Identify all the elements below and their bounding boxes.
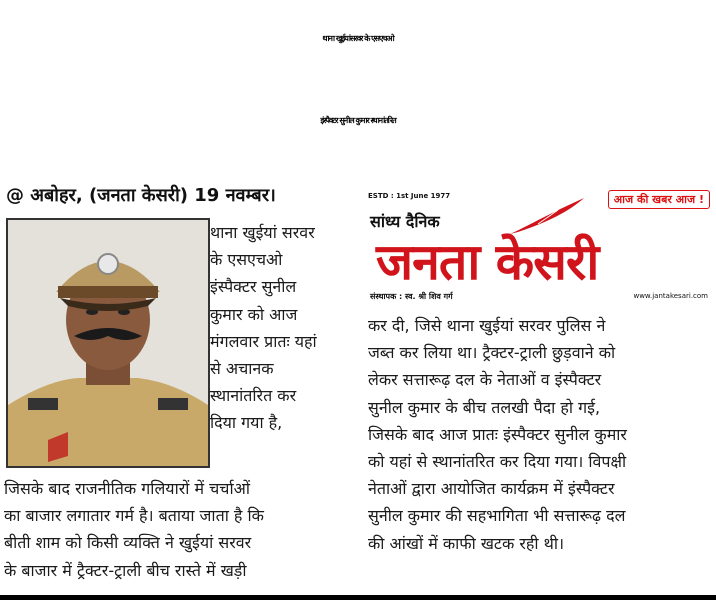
masthead-estd: ESTD : 1st June 1977	[368, 192, 451, 200]
officer-photo	[6, 218, 210, 468]
text-line: दिया गया है,	[210, 413, 283, 433]
article-left-wide-column	[4, 475, 362, 584]
text-line: सुनील कुमार के बीच तलखी पैदा हो गई,	[368, 397, 601, 417]
text-line: जिसके बाद आज प्रातः इंस्पैक्टर सुनील कुमार	[368, 424, 627, 444]
text-line: बीती शाम को किसी व्यक्ति ने खुईयां सरवर	[4, 533, 252, 553]
headline-line-2: इंस्पैक्टर सुनील कुमार स्थानांतरित	[320, 116, 396, 125]
masthead-name: जनता केसरी	[376, 233, 599, 291]
bottom-rule	[0, 595, 716, 600]
headline-line-1: थाना खुईयांसरवर के एसएचओ	[322, 34, 394, 43]
text-line: को यहां से स्थानांतरित कर दिया गया। विपक्षी	[368, 452, 627, 472]
text-line: कुमार को आज	[210, 304, 298, 324]
newspaper-masthead	[368, 188, 710, 306]
text-line: से अचानक	[210, 359, 274, 379]
article-right-column	[368, 312, 712, 557]
text-line: इंस्पैक्टर सुनील	[210, 277, 297, 297]
dateline: @ अबोहर, (जनता केसरी) 19 नवम्बर।	[6, 185, 276, 206]
text-line: जिसके बाद राजनीतिक गलियारों में चर्चाओं	[4, 479, 250, 498]
text-line: थाना खुईयां सरवर	[210, 223, 315, 242]
text-line: के एसएचओ	[210, 250, 283, 270]
text-line: सुनील कुमार की सहभागिता भी सत्तारूढ़ दल	[368, 506, 626, 526]
masthead-tagline: आज की खबर आज !	[608, 190, 710, 209]
text-line: का बाजार लगातार गर्म है। बताया जाता है कि	[4, 506, 264, 526]
text-line: नेताओं द्वारा आयोजित कार्यक्रम में इंस्पैक्टर	[368, 479, 615, 499]
text-line: की आंखों में काफी खटक रही थी।	[368, 533, 565, 553]
text-line: जब्त कर लिया था। ट्रैक्टर-ट्राली छुड़वाने को	[368, 343, 616, 363]
masthead-founder: संस्थापक : स्व. श्री शिव गर्ग	[370, 292, 453, 301]
text-line: के बाजार में ट्रैक्टर-ट्राली बीच रास्ते में खड़ी	[4, 560, 247, 580]
text-line: लेकर सत्तारूढ़ दल के नेताओं व इंस्पैक्टर	[368, 370, 602, 390]
masthead-url: www.jantakesari.com	[633, 292, 708, 300]
text-line: मंगलवार प्रातः यहां	[210, 331, 317, 351]
masthead-subtitle: सांध्य दैनिक	[370, 212, 440, 231]
text-line: कर दी, जिसे थाना खुईयां सरवर पुलिस ने	[368, 316, 606, 335]
article-narrow-column	[210, 219, 362, 437]
text-line: स्थानांतरित कर	[210, 386, 297, 406]
